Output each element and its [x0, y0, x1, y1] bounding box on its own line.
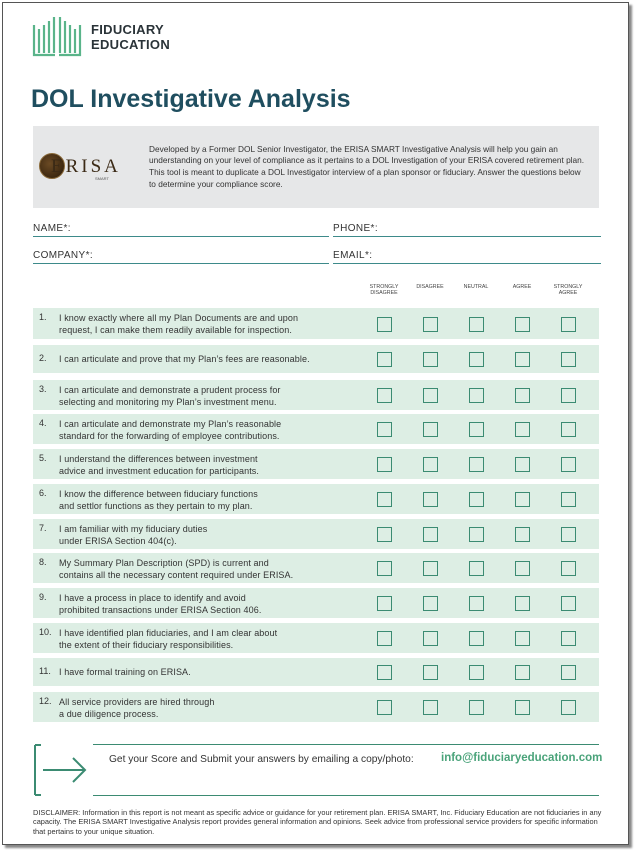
question-text: [59, 312, 379, 336]
company-field[interactable]: COMPANY*:: [33, 250, 329, 264]
question-text-line: I know exactly where all my Plan Documents are and upon: [59, 313, 299, 323]
brand-line-2: EDUCATION: [91, 37, 171, 52]
answer-checkbox[interactable]: [561, 561, 576, 576]
answer-checkbox[interactable]: [423, 317, 438, 332]
question-text-line: I know the difference between fiduciary functions: [59, 489, 258, 499]
question-row: [33, 345, 599, 373]
answer-checkbox[interactable]: [423, 700, 438, 715]
answer-checkbox[interactable]: [469, 317, 484, 332]
cta-text: Get your Score and Submit your answers by emailing a copy/photo:: [109, 754, 414, 765]
question-row: [33, 519, 599, 549]
answer-checkbox[interactable]: [469, 352, 484, 367]
answer-checkbox[interactable]: [515, 388, 530, 403]
erisa-logo-subtext: SMART: [95, 176, 109, 181]
answer-checkbox[interactable]: [515, 352, 530, 367]
answer-checkbox[interactable]: [423, 631, 438, 646]
answer-checkbox[interactable]: [561, 596, 576, 611]
question-text-line: I have identified plan fiduciaries, and I am clear about: [59, 628, 278, 638]
question-text: [59, 384, 379, 408]
question-text: [59, 523, 379, 547]
question-row: [33, 308, 599, 339]
answer-checkbox[interactable]: [515, 317, 530, 332]
question-text-line: request, I can make them readily available for inspection.: [59, 325, 292, 335]
answer-checkbox[interactable]: [561, 422, 576, 437]
answer-checkbox[interactable]: [377, 422, 392, 437]
question-text-line: My Summary Plan Description (SPD) is current and: [59, 558, 269, 568]
answer-checkbox[interactable]: [377, 388, 392, 403]
answer-checkbox[interactable]: [377, 561, 392, 576]
answer-checkbox[interactable]: [469, 631, 484, 646]
answer-checkbox[interactable]: [423, 596, 438, 611]
question-text-line: under ERISA Section 404(c).: [59, 536, 177, 546]
question-number: 2.: [39, 353, 47, 363]
question-text-line: I can articulate and demonstrate my Plan’s reasonable: [59, 419, 282, 429]
answer-checkbox[interactable]: [561, 631, 576, 646]
question-text-line: I can articulate and demonstrate a prudent process for: [59, 385, 281, 395]
answer-checkbox[interactable]: [469, 665, 484, 680]
erisa-logo-text: ERISA: [51, 156, 121, 177]
question-row: [33, 449, 599, 479]
answer-checkbox[interactable]: [515, 596, 530, 611]
question-text-line: standard for the forwarding of employee contributions.: [59, 431, 280, 441]
question-number: 11.: [39, 666, 51, 676]
question-text: [59, 557, 379, 581]
answer-checkbox[interactable]: [469, 492, 484, 507]
brand-line-1: FIDUCIARY: [91, 22, 164, 37]
answer-checkbox[interactable]: [423, 492, 438, 507]
fiduciary-education-logo: [31, 15, 170, 59]
answer-checkbox[interactable]: [515, 422, 530, 437]
answer-checkbox[interactable]: [377, 631, 392, 646]
answer-checkbox[interactable]: [423, 527, 438, 542]
question-text-line: a due diligence process.: [59, 709, 159, 719]
cta-email-link[interactable]: info@fiduciaryeducation.com: [441, 752, 603, 764]
answer-checkbox[interactable]: [469, 527, 484, 542]
answer-checkbox[interactable]: [469, 596, 484, 611]
answer-checkbox[interactable]: [377, 665, 392, 680]
question-text: [59, 696, 379, 720]
question-text: [59, 627, 379, 651]
question-number: 7.: [39, 523, 47, 533]
intro-text: Developed by a Former DOL Senior Investigator, the ERISA SMART Investigative Analysis will help you gain an understanding on your level of compliance as it pertains to a DOL Investigation of your ERISA covered retirement plan. This tool is meant to duplicate a DOL Investigator interview of a plan sponsor or fiduciary. Answer the questions below to determine your compliance score.: [149, 143, 585, 189]
submit-arrow-icon: [33, 744, 89, 796]
question-text-line: I am familiar with my fiduciary duties: [59, 524, 208, 534]
cta-divider-top: [93, 744, 599, 745]
question-row: [33, 414, 599, 444]
email-field[interactable]: EMAIL*:: [333, 250, 601, 264]
answer-checkbox[interactable]: [423, 457, 438, 472]
question-text-line: prohibited transactions under ERISA Section 406.: [59, 605, 262, 615]
answer-checkbox[interactable]: [561, 700, 576, 715]
question-row: [33, 380, 599, 410]
intro-box: [33, 126, 599, 208]
question-text-line: and settlor functions as they pertain to my plan.: [59, 501, 253, 511]
question-number: 12.: [39, 696, 52, 706]
question-text-line: I can articulate and prove that my Plan’s fees are reasonable.: [59, 354, 310, 364]
scale-header-strongly-disagree: STRONGLY DISAGREE: [369, 284, 399, 296]
question-text-line: the extent of their fiduciary responsibilities.: [59, 640, 234, 650]
page-title: DOL Investigative Analysis: [31, 85, 351, 113]
question-text: [59, 418, 379, 442]
question-row: [33, 658, 599, 686]
answer-checkbox[interactable]: [561, 352, 576, 367]
cta-divider-bottom: [93, 795, 599, 796]
answer-checkbox[interactable]: [377, 700, 392, 715]
answer-checkbox[interactable]: [515, 457, 530, 472]
answer-checkbox[interactable]: [377, 596, 392, 611]
answer-checkbox[interactable]: [377, 317, 392, 332]
question-text-line: All service providers are hired through: [59, 697, 215, 707]
question-number: 10.: [39, 627, 52, 637]
answer-checkbox[interactable]: [515, 631, 530, 646]
answer-checkbox[interactable]: [423, 561, 438, 576]
question-row: [33, 484, 599, 514]
answer-checkbox[interactable]: [515, 527, 530, 542]
answer-checkbox[interactable]: [377, 352, 392, 367]
answer-checkbox[interactable]: [469, 700, 484, 715]
question-text: [59, 592, 379, 616]
question-text-line: selecting and monitoring my Plan’s investment menu.: [59, 397, 277, 407]
answer-checkbox[interactable]: [423, 388, 438, 403]
disclaimer: DISCLAIMER: Information in this report is not meant as specific advice or guidance for your retirement plan. ERISA SMART, Inc. Fiduciary Education are not fiduciaries in any capacity. The ERISA SMART Investigative Analysis report provides general information and opinions. Seek advice from professional service providers for specific information that pertains to your unique situation.: [33, 808, 602, 836]
question-number: 8.: [39, 557, 47, 567]
answer-checkbox[interactable]: [469, 457, 484, 472]
answer-checkbox[interactable]: [561, 527, 576, 542]
question-number: 6.: [39, 488, 47, 498]
answer-checkbox[interactable]: [377, 457, 392, 472]
scale-header-neutral: NEUTRAL: [463, 284, 489, 290]
answer-checkbox[interactable]: [561, 492, 576, 507]
erisa-smart-logo: [33, 126, 133, 208]
question-text-line: advice and investment education for participants.: [59, 466, 260, 476]
answer-checkbox[interactable]: [377, 527, 392, 542]
scale-header-disagree: DISAGREE: [416, 284, 444, 290]
question-number: 1.: [39, 312, 47, 322]
name-field[interactable]: NAME*:: [33, 223, 329, 237]
question-row: [33, 692, 599, 722]
question-text-line: contains all the necessary content required under ERISA.: [59, 570, 294, 580]
answer-checkbox[interactable]: [561, 457, 576, 472]
answer-checkbox[interactable]: [561, 665, 576, 680]
question-number: 5.: [39, 453, 47, 463]
scale-header-agree: AGREE: [512, 284, 532, 290]
question-row: [33, 553, 599, 583]
answer-checkbox[interactable]: [423, 352, 438, 367]
question-text: [59, 453, 379, 477]
question-text-line: I have formal training on ERISA.: [59, 667, 191, 677]
answer-checkbox[interactable]: [377, 492, 392, 507]
question-text: [59, 488, 379, 512]
question-number: 9.: [39, 592, 47, 602]
phone-field[interactable]: PHONE*:: [333, 223, 601, 237]
question-row: [33, 588, 599, 618]
answer-checkbox[interactable]: [515, 561, 530, 576]
answer-checkbox[interactable]: [515, 492, 530, 507]
answer-checkbox[interactable]: [423, 665, 438, 680]
question-text: [59, 666, 379, 678]
answer-checkbox[interactable]: [515, 665, 530, 680]
answer-checkbox[interactable]: [561, 317, 576, 332]
question-text: [59, 353, 379, 365]
question-row: [33, 623, 599, 653]
answer-checkbox[interactable]: [423, 422, 438, 437]
answer-checkbox[interactable]: [469, 561, 484, 576]
book-logo-icon: [31, 15, 83, 59]
question-text-line: I have a process in place to identify and avoid: [59, 593, 246, 603]
answer-checkbox[interactable]: [469, 422, 484, 437]
answer-checkbox[interactable]: [469, 388, 484, 403]
question-number: 3.: [39, 384, 47, 394]
question-number: 4.: [39, 418, 47, 428]
question-text-line: I understand the differences between investment: [59, 454, 258, 464]
document-page: [2, 2, 629, 845]
scale-header-strongly-agree: STRONGLY AGREE: [553, 284, 583, 296]
answer-checkbox[interactable]: [515, 700, 530, 715]
answer-checkbox[interactable]: [561, 388, 576, 403]
